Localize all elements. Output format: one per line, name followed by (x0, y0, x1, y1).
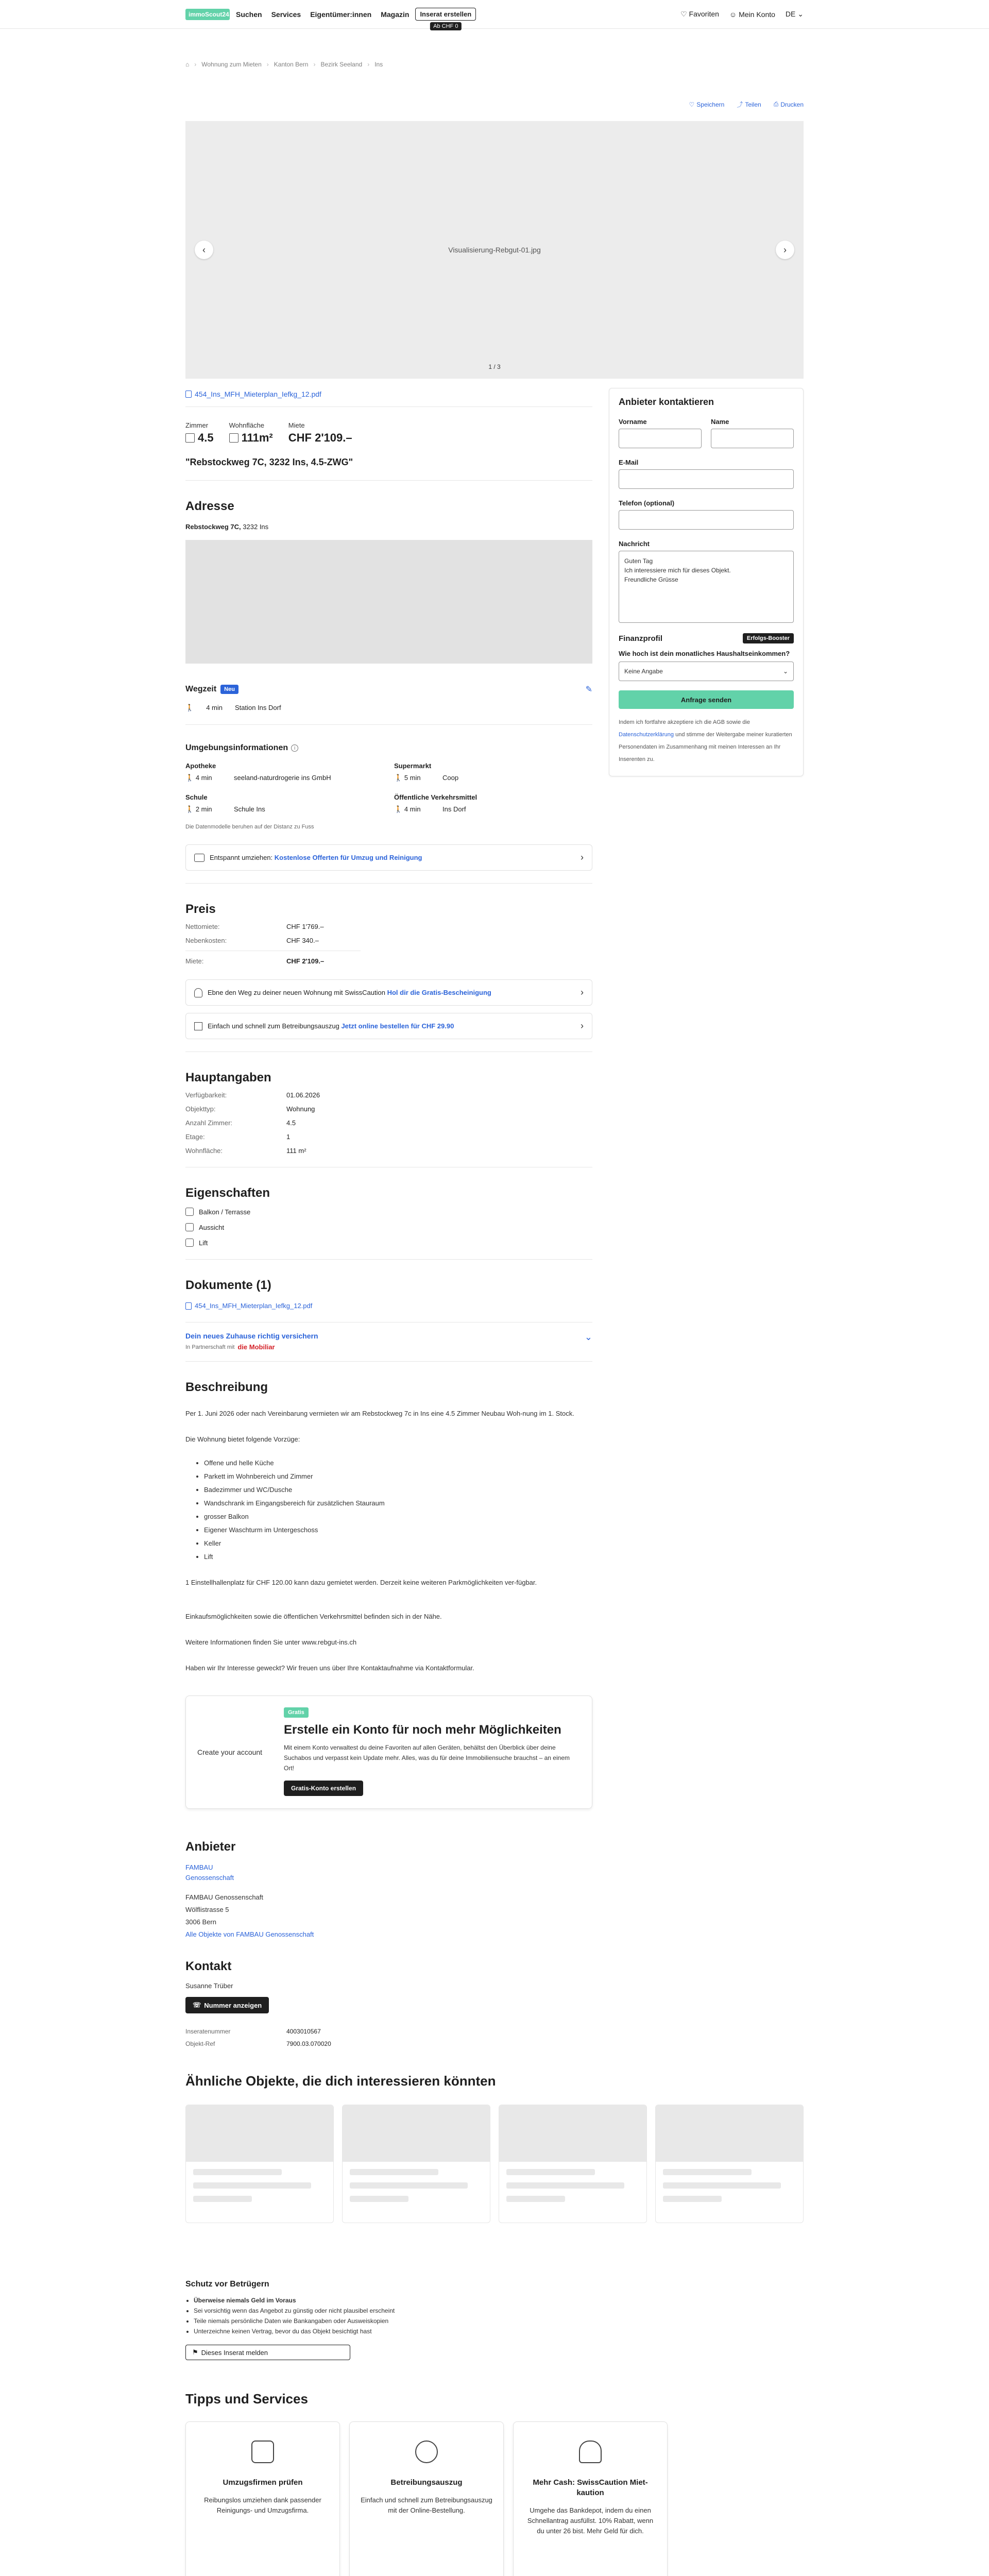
surrounding-item (394, 762, 592, 782)
info-value: Wohnung (286, 1105, 315, 1113)
address-heading: Adresse (185, 499, 234, 513)
stamp-icon (415, 2441, 438, 2463)
fraud-protection (185, 2280, 804, 2360)
site-header (0, 0, 989, 29)
keyfact-rent (288, 421, 352, 445)
pdf-icon (185, 391, 192, 398)
main-nav (236, 10, 409, 19)
surrounding-item (394, 793, 592, 814)
tip-text: Reibungslos umziehen dank passender Reinigungs- und Umzugsfirma. (204, 2496, 321, 2514)
favorites-label: Favoriten (689, 10, 719, 18)
header-right (680, 10, 804, 19)
fraud-title: Schutz vor Betrügern (185, 2280, 269, 2289)
listing-title: "Rebstockweg 7C, 3232 Ins, 4.5-ZWG" (185, 457, 592, 481)
info-key: Wohnfläche: (185, 1147, 223, 1155)
fraud-item: • Überweise niemals Geld im Voraus (194, 2295, 804, 2306)
language-label: DE (785, 10, 796, 18)
reference-key: Inseratenummer (185, 2028, 231, 2035)
main-info-heading: Hauptangaben (185, 1071, 271, 1084)
key-facts (185, 421, 592, 445)
share-label: Teilen (745, 100, 761, 108)
walk-icon: 🚶 (185, 774, 194, 782)
breadcrumb-separator-icon: › (313, 61, 316, 68)
content-columns (185, 388, 804, 2047)
breadcrumb-separator-icon: › (266, 61, 269, 68)
chevron-right-icon: › (581, 987, 584, 997)
price-key: Miete: (185, 957, 204, 965)
shield-icon (194, 988, 202, 997)
truck-icon (194, 854, 204, 862)
similar-card-placeholder[interactable] (499, 2105, 647, 2223)
contact-form-title: Anbieter kontaktieren (619, 397, 714, 407)
description-paragraph: 1 Einstellhallenplatz für CHF 120.00 kann dazu gemietet werden. Derzeit keine weiteren Parkmöglichkeiten ver-fügbar. (185, 1579, 537, 1586)
features-list (185, 1208, 592, 1260)
surrounding-name: Ins Dorf (442, 805, 466, 813)
moving-promo-link: Kostenlose Offerten für Umzug und Reinigung (274, 854, 422, 861)
phone-field[interactable] (619, 510, 794, 530)
walk-icon: 🚶 (394, 805, 403, 813)
similar-card-placeholder[interactable] (655, 2105, 804, 2223)
walk-icon: 🚶 (394, 774, 403, 782)
description-body (185, 1407, 592, 1675)
chevron-right-icon: › (581, 1021, 584, 1031)
swisscaution-text: Ebne den Weg zu deiner neuen Wohnung mit SwissCaution (208, 989, 385, 996)
rooms-value: 4.5 (198, 431, 214, 444)
breadcrumb-item-1[interactable]: Wohnung zum Mieten (201, 61, 262, 68)
debt-promo-wrap (185, 1013, 592, 1052)
price-total: CHF 2'109.– (286, 957, 325, 965)
feature-label: Lift (199, 1239, 208, 1247)
info-key: Anzahl Zimmer: (185, 1119, 233, 1127)
breadcrumb-item-2[interactable]: Kanton Bern (274, 61, 309, 68)
print-label: Drucken (780, 100, 804, 108)
price-value: CHF 340.– (286, 937, 319, 944)
price-heading: Preis (185, 902, 216, 916)
income-question: Wie hoch ist dein monatliches Haushaltseinkommen? (619, 650, 790, 657)
booster-badge: Erfolgs-Booster (743, 633, 794, 643)
price-value: CHF 1'769.– (286, 923, 324, 930)
language-select[interactable] (786, 10, 804, 19)
surrounding-time (185, 774, 221, 782)
create-listing-button[interactable]: Inserat erstellen (415, 8, 476, 21)
feature-label: Aussicht (199, 1223, 225, 1231)
debt-extract-link: Jetzt online bestellen für CHF 29.90 (341, 1022, 454, 1030)
heart-icon: ♡ (680, 10, 687, 18)
breadcrumb-item-4[interactable]: Ins (374, 61, 383, 68)
surrounding-item (185, 793, 384, 814)
document-link-label: 454_Ins_MFH_Mieterplan_Iefkg_12.pdf (195, 1302, 313, 1310)
contact-heading: Kontakt (185, 1959, 232, 1973)
gallery-next-button[interactable] (776, 241, 794, 259)
register-card (185, 1696, 592, 1809)
reference-value: 4003010567 (286, 2028, 321, 2035)
report-listing-button[interactable] (185, 2345, 350, 2360)
tip-title: Umzugsfirmen prüfen (223, 2478, 303, 2487)
keyfact-area (229, 421, 273, 445)
truck-icon (251, 2441, 274, 2463)
home-icon[interactable]: ⌂ (185, 61, 190, 68)
documents-heading: Dokumente (1) (185, 1278, 271, 1292)
provider-line: Wölflistrasse 5 (185, 1906, 229, 1913)
tip-title: Betreibungsauszug (390, 2478, 463, 2487)
surrounding-name: Schule Ins (234, 805, 265, 813)
breadcrumb-separator-icon: › (194, 61, 197, 68)
rent-value: CHF 2'109.– (288, 431, 352, 444)
commute-row (185, 704, 592, 725)
reference-table (185, 2028, 592, 2047)
surrounding-category: Supermarkt (394, 762, 432, 770)
gallery-caption: Visualisierung-Rebgut-01.jpg (448, 246, 541, 254)
similar-heading: Ähnliche Objekte, die dich interessieren könnten (185, 2073, 496, 2089)
income-select[interactable] (619, 662, 794, 681)
similar-card-placeholder[interactable] (342, 2105, 490, 2223)
breadcrumb-item-3[interactable]: Bezirk Seeland (320, 61, 363, 68)
insert-wrap (415, 8, 476, 29)
description-heading: Beschreibung (185, 1380, 268, 1394)
surrounding-time-value: 4 min (195, 774, 212, 782)
last-name-label: Name (711, 418, 729, 426)
show-number-button[interactable] (185, 1997, 269, 2013)
description-list-item: • Badezimmer und WC/Dusche (204, 1483, 592, 1497)
surrounding-time (394, 805, 430, 814)
favorites-link[interactable] (680, 10, 719, 19)
info-icon[interactable]: i (291, 744, 298, 752)
tips-heading: Tipps und Services (185, 2391, 308, 2406)
send-request-button[interactable]: Anfrage senden (619, 690, 794, 709)
surrounding-category: Öffentliche Verkehrsmittel (394, 793, 478, 801)
provider-address (185, 1891, 592, 1941)
privacy-link[interactable]: Datenschutzerklärung (619, 732, 674, 738)
document-icon (194, 1022, 202, 1030)
breadcrumb-separator-icon: › (367, 61, 370, 68)
message-label: Nachricht (619, 540, 650, 548)
tips-grid (185, 2421, 804, 2576)
description-paragraph: Weitere Informationen finden Sie unter www.rebgut-ins.ch (185, 1638, 357, 1646)
moving-promo[interactable] (185, 844, 592, 871)
printer-icon: ⎙ (773, 100, 779, 108)
description-list-item: • Lift (204, 1550, 592, 1564)
info-key: Objekttyp: (185, 1105, 216, 1113)
description-list-item: • Keller (204, 1537, 592, 1550)
free-badge: Gratis (284, 1707, 309, 1718)
description-list (204, 1456, 592, 1564)
rent-label: Miete (288, 421, 305, 429)
site-logo[interactable]: immoScout24 (185, 9, 230, 20)
swisscaution-promo[interactable] (185, 979, 592, 1006)
tip-title: Mehr Cash: SwissCaution Miet-kaution (533, 2478, 648, 2497)
chevron-down-icon: ⌄ (797, 10, 804, 18)
share-button[interactable] (737, 100, 761, 109)
surrounding-time-value: 2 min (195, 805, 212, 813)
chevron-right-icon: › (783, 244, 787, 255)
tip-text: Umgehe das Bankdepot, indem du einen Schnellantrag ausfüllst. 10% Rabatt, wenn du unter 26 bist. Mehr Geld für dich. (527, 2506, 654, 2535)
message-field[interactable]: Guten Tag Ich interessiere mich für dieses Objekt. Freundliche Grüsse (619, 551, 794, 623)
description-paragraph: Haben wir Ihr Interesse geweckt? Wir freuen uns über Ihre Kontaktaufnahme via Kontaktformular. (185, 1664, 474, 1672)
chevron-down-icon: ⌄ (584, 1332, 592, 1342)
address-city: 3232 Ins (243, 523, 269, 531)
commute-label: Wegzeit (185, 685, 217, 693)
create-account-button[interactable]: Gratis-Konto erstellen (284, 1781, 363, 1796)
contact-name: Susanne Trüber (185, 1982, 233, 1990)
area-value: 111m² (241, 431, 273, 444)
chevron-down-icon: ⌄ (782, 668, 788, 675)
info-value: 111 m² (286, 1147, 306, 1155)
surrounding-time-value: 4 min (404, 805, 421, 813)
tip-card-swisscaution (513, 2421, 668, 2576)
info-key: Verfügbarkeit: (185, 1091, 227, 1099)
legal-text-pre: Indem ich fortfahre akzeptiere ich die AGB sowie die (619, 719, 750, 725)
provider-line: 3006 Bern (185, 1918, 216, 1926)
contact-form (609, 388, 804, 776)
heart-icon: ♡ (689, 100, 695, 108)
document-link[interactable] (185, 1302, 592, 1323)
description-list-item: • grosser Balkon (204, 1510, 592, 1523)
provider-name-1: FAMBAU (185, 1863, 213, 1871)
elevator-icon (185, 1239, 194, 1247)
insurance-partner: In Partnerschaft mit (185, 1344, 235, 1350)
main-info-table (185, 1091, 592, 1167)
similar-grid (185, 2105, 804, 2223)
insurance-title: Dein neues Zuhause richtig versichern (185, 1332, 318, 1340)
nav-suchen[interactable]: Suchen (236, 10, 262, 19)
debt-extract-promo[interactable] (185, 1013, 592, 1039)
provider-line: FAMBAU Genossenschaft (185, 1893, 264, 1901)
print-button[interactable] (774, 100, 804, 109)
features-heading: Eigenschaften (185, 1186, 270, 1200)
phone-icon: ☏ (193, 2001, 201, 2009)
provider-name-2: Genossenschaft (185, 1874, 234, 1882)
description-list-item: • Parkett im Wohnbereich und Zimmer (204, 1470, 592, 1483)
chevron-right-icon: › (581, 852, 584, 862)
email-field[interactable] (619, 469, 794, 489)
provider-all-listings-link[interactable]: Alle Objekte von FAMBAU Genossenschaft (185, 1930, 314, 1938)
listing-actions (185, 100, 804, 109)
provider-heading: Anbieter (185, 1840, 236, 1854)
feature-label: Balkon / Terrasse (199, 1208, 251, 1216)
info-key: Etage: (185, 1133, 205, 1141)
price-key: Nebenkosten: (185, 937, 227, 944)
first-name-field[interactable] (619, 429, 702, 448)
walk-icon: 🚶 (185, 805, 194, 813)
surrounding-time-value: 5 min (404, 774, 421, 782)
description-list-item: • Wandschrank im Eingangsbereich für zusätzlichen Stauraum (204, 1497, 592, 1510)
surrounding-time (394, 774, 430, 782)
tip-card-moving (185, 2421, 340, 2576)
map[interactable] (185, 540, 592, 664)
commute-time: 4 min (206, 704, 223, 711)
register-title: Erstelle ein Konto für noch mehr Möglichkeiten (284, 1723, 561, 1737)
description-paragraph: Einkaufsmöglichkeiten sowie die öffentlichen Verkehrsmittel befinden sich in der Nähe. (185, 1613, 442, 1620)
surrounding-time (185, 805, 221, 814)
surrounding-name: seeland-naturdrogerie ins GmbH (234, 774, 331, 782)
surrounding-category: Apotheke (185, 762, 216, 770)
price-key: Nettomiete: (185, 923, 220, 930)
nav-owners[interactable]: Eigentümer:innen (310, 10, 372, 19)
address-street: Rebstockweg 7C, (185, 523, 241, 531)
area-label: Wohnfläche (229, 421, 265, 429)
provider-logo-text[interactable] (185, 1862, 592, 1883)
description-list-item: • Offene und helle Küche (204, 1456, 592, 1470)
swisscaution-link: Hol dir die Gratis-Bescheinigung (387, 989, 491, 996)
legal-text-post: und stimme der Weitergabe meiner kuratierten Personendaten im Zusammenhang mit meinen Interessen an Ihr Inserenten zu. (619, 732, 792, 762)
reference-key: Objekt-Ref (185, 2040, 215, 2047)
surroundings-source: Die Datenmodelle beruhen auf der Distanz zu Fuss (185, 824, 314, 830)
fraud-item: • Teile niemals persönliche Daten wie Bankangaben oder Ausweiskopien (194, 2316, 804, 2326)
surroundings-title-label: Umgebungsinformationen (185, 743, 288, 752)
main-column (185, 388, 592, 2047)
description-paragraph: Per 1. Juni 2026 oder nach Vereinbarung vermieten wir am Rebstockweg 7c in Ins eine 4.5 Zimmer Neubau Woh-nung im 1. Stock. (185, 1410, 574, 1417)
income-select-value: Keine Angabe (624, 668, 663, 675)
finance-profile-title: Finanzprofil (619, 634, 662, 643)
address-text (185, 523, 592, 531)
edit-pencil-icon[interactable]: ✎ (585, 685, 592, 694)
flag-icon: ⚑ (192, 2348, 198, 2356)
surrounding-name: Coop (442, 774, 459, 782)
new-badge: Neu (220, 685, 238, 694)
area-icon (229, 433, 238, 443)
door-icon (185, 433, 195, 443)
price-table (185, 923, 592, 965)
floorplan-link-label: 454_Ins_MFH_Mieterplan_Iefkg_12.pdf (195, 390, 321, 398)
account-label: Mein Konto (739, 10, 775, 19)
surroundings-title (185, 743, 592, 753)
tip-card-debt-extract (349, 2421, 504, 2576)
mobiliar-logo: die Mobiliar (237, 1343, 275, 1351)
email-label: E-Mail (619, 459, 639, 466)
surrounding-category: Schule (185, 793, 208, 801)
fraud-item: • Unterzeichne keinen Vertrag, bevor du das Objekt besichtigt hast (194, 2326, 804, 2336)
fraud-item: • Sei vorsichtig wenn das Angebot zu günstig oder nicht plausibel erscheint (194, 2306, 804, 2316)
user-icon: ☺ (729, 10, 737, 19)
phone-label: Telefon (optional) (619, 499, 675, 507)
floorplan-link[interactable] (185, 388, 592, 407)
moving-promo-wrap (185, 844, 592, 884)
description-list-item: • Eigener Waschturm im Untergeschoss (204, 1523, 592, 1537)
legal-notice (619, 716, 794, 766)
page-container (185, 29, 804, 2576)
info-value: 1 (286, 1133, 291, 1141)
sidebar (609, 388, 804, 2047)
fraud-list (194, 2295, 804, 2336)
commute-title (185, 685, 238, 694)
first-name-label: Vorname (619, 418, 647, 426)
view-icon (185, 1223, 194, 1231)
report-listing-label: Dieses Inserat melden (201, 2348, 268, 2357)
surroundings-grid (185, 762, 592, 814)
moving-promo-text: Entspannt umziehen: (210, 854, 273, 861)
show-number-label: Nummer anzeigen (204, 2001, 262, 2009)
share-icon: ⤴ (737, 101, 743, 108)
walk-icon: 🚶 (185, 704, 194, 711)
register-text: Mit einem Konto verwaltest du deine Favoriten auf allen Geräten, behältst den Überblick über deine Suchabos und verpasst kein Update mehr. Alles, was du für deine Immobiliensuche brauchst – an einem Ort! (284, 1744, 570, 1772)
nav-magazine[interactable]: Magazin (381, 10, 410, 19)
commute-destination: Station Ins Dorf (234, 704, 281, 711)
debt-extract-text: Einfach und schnell zum Betreibungsauszug (208, 1022, 339, 1030)
breadcrumb (185, 29, 804, 75)
register-illustration: Create your account (197, 1748, 263, 1756)
balcony-icon (185, 1208, 194, 1216)
save-label: Speichern (696, 100, 725, 108)
commute-header (185, 684, 592, 694)
chevron-left-icon: ‹ (202, 244, 206, 255)
insurance-teaser[interactable] (185, 1332, 592, 1362)
gallery-prev-button[interactable] (195, 241, 213, 259)
description-paragraph: Die Wohnung bietet folgende Vorzüge: (185, 1435, 300, 1443)
save-button[interactable] (689, 100, 725, 109)
account-link[interactable] (729, 10, 775, 19)
image-gallery[interactable] (185, 121, 804, 379)
rooms-label: Zimmer (185, 421, 209, 429)
reference-value: 7900.03.070020 (286, 2040, 331, 2047)
last-name-field[interactable] (711, 429, 794, 448)
info-value: 01.06.2026 (286, 1091, 320, 1099)
surrounding-item (185, 762, 384, 782)
keyfact-rooms (185, 421, 214, 445)
nav-services[interactable]: Services (271, 10, 301, 19)
similar-card-placeholder[interactable] (185, 2105, 334, 2223)
tip-text: Einfach und schnell zum Betreibungsauszug mit der Online-Bestellung. (361, 2496, 492, 2514)
create-listing-badge: Ab CHF 0 (430, 22, 461, 30)
header-left (185, 8, 476, 29)
info-value: 4.5 (286, 1119, 296, 1127)
gallery-counter: 1 / 3 (488, 363, 501, 370)
pdf-icon (185, 1302, 192, 1310)
shield-icon (579, 2441, 602, 2463)
